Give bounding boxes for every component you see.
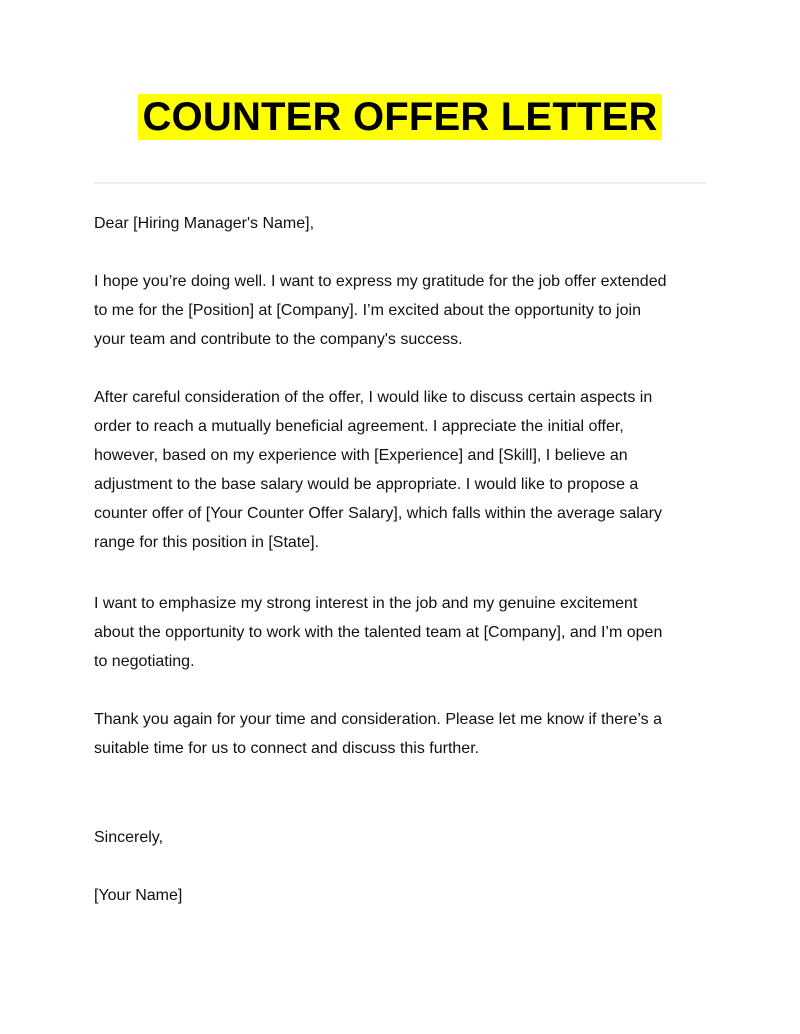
closing-text: Sincerely, — [94, 829, 164, 846]
paragraph-4 — [94, 705, 734, 763]
salutation — [94, 209, 734, 238]
document-title: COUNTER OFFER LETTER — [138, 94, 661, 140]
signature-text: [Your Name] — [94, 887, 183, 904]
text-line: to negotiating. — [94, 653, 195, 670]
text-line: to me for the [Position] at [Company]. I’m excited about the opportunity to join — [94, 302, 641, 319]
title-container — [0, 94, 800, 140]
divider — [94, 182, 706, 184]
text-line: suitable time for us to connect and discuss this further. — [94, 740, 480, 757]
paragraph-3 — [94, 589, 734, 676]
text-line: order to reach a mutually beneficial agreement. I appreciate the initial offer, — [94, 418, 624, 435]
text-line: counter offer of [Your Counter Offer Salary], which falls within the average salary — [94, 505, 662, 522]
text-line: I hope you’re doing well. I want to express my gratitude for the job offer extended — [94, 273, 667, 290]
text-line: your team and contribute to the company's success. — [94, 331, 463, 348]
paragraph-1 — [94, 267, 734, 354]
text-line: about the opportunity to work with the talented team at [Company], and I’m open — [94, 624, 663, 641]
salutation-text: Dear [Hiring Manager's Name], — [94, 215, 315, 232]
text-line: Thank you again for your time and consideration. Please let me know if there’s a — [94, 711, 663, 728]
text-line: range for this position in [State]. — [94, 534, 320, 551]
text-line: adjustment to the base salary would be appropriate. I would like to propose a — [94, 476, 639, 493]
closing — [94, 823, 734, 852]
paragraph-2 — [94, 383, 734, 557]
text-line: After careful consideration of the offer, I would like to discuss certain aspects in — [94, 389, 653, 406]
signature — [94, 881, 734, 910]
text-line: I want to emphasize my strong interest in the job and my genuine excitement — [94, 595, 638, 612]
text-line: however, based on my experience with [Experience] and [Skill], I believe an — [94, 447, 628, 464]
